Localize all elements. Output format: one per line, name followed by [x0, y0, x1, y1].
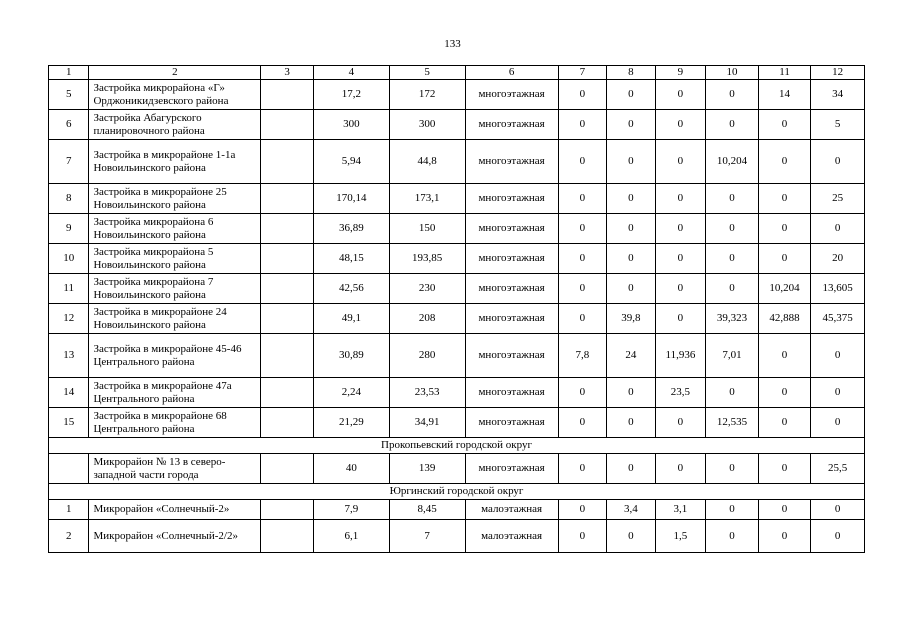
table-cell: 0 [655, 408, 706, 438]
table-cell: многоэтажная [465, 408, 558, 438]
project-name-cell: Застройка в микрорайоне 45-46 Центрального района [89, 334, 261, 378]
table-cell [261, 110, 314, 140]
table-cell: 0 [706, 274, 759, 304]
table-cell: 208 [389, 304, 465, 334]
table-cell: 300 [389, 110, 465, 140]
table-cell: 0 [706, 80, 759, 110]
project-name-cell: Застройка Абагурского планировочного района [89, 110, 261, 140]
table-cell: 0 [558, 274, 607, 304]
table-cell: 0 [811, 500, 865, 520]
header-cell: 4 [313, 66, 389, 80]
table-cell: 10,204 [706, 140, 759, 184]
table-cell: 0 [706, 520, 759, 553]
table-cell: малоэтажная [465, 520, 558, 553]
table-cell: 0 [655, 304, 706, 334]
header-row [49, 66, 865, 80]
table-cell: 0 [758, 334, 811, 378]
section-row [49, 484, 865, 500]
table-cell [261, 244, 314, 274]
table-cell: 42,888 [758, 304, 811, 334]
table-cell: 11,936 [655, 334, 706, 378]
table-cell: 24 [607, 334, 656, 378]
table-cell: 0 [655, 244, 706, 274]
table-cell: 0 [558, 304, 607, 334]
table-cell: 49,1 [313, 304, 389, 334]
table-cell: 2 [49, 520, 89, 553]
table-cell: 7 [49, 140, 89, 184]
table-cell: 0 [811, 214, 865, 244]
table-cell: 0 [607, 520, 656, 553]
table-cell: 39,323 [706, 304, 759, 334]
table-cell: 0 [558, 110, 607, 140]
table-row [49, 214, 865, 244]
header-cell: 1 [49, 66, 89, 80]
table-cell: многоэтажная [465, 184, 558, 214]
project-name-cell: Застройка в микрорайоне 1-1а Новоильинского района [89, 140, 261, 184]
table-cell: 0 [607, 408, 656, 438]
table-cell: многоэтажная [465, 378, 558, 408]
table-cell [261, 304, 314, 334]
table-cell: многоэтажная [465, 304, 558, 334]
table-row [49, 184, 865, 214]
table-cell: 0 [811, 334, 865, 378]
table-cell: 44,8 [389, 140, 465, 184]
header-cell: 8 [607, 66, 656, 80]
table-cell: 0 [811, 140, 865, 184]
project-name-cell: Микрорайон № 13 в северо-западной части города [89, 454, 261, 484]
project-name-cell: Застройка в микрорайоне 24 Новоильинского района [89, 304, 261, 334]
table-row [49, 378, 865, 408]
table-cell [261, 274, 314, 304]
table-cell: 8,45 [389, 500, 465, 520]
table-cell: 25 [811, 184, 865, 214]
table-cell: 0 [758, 454, 811, 484]
project-name-cell: Застройка микрорайона «Г» Орджоникидзевского района [89, 80, 261, 110]
table-cell: 0 [607, 274, 656, 304]
table-cell: 0 [607, 184, 656, 214]
table-cell: 0 [811, 378, 865, 408]
table-cell [261, 214, 314, 244]
table-cell [261, 454, 314, 484]
table-cell: многоэтажная [465, 140, 558, 184]
table-cell: 0 [558, 244, 607, 274]
table-cell: 10 [49, 244, 89, 274]
table-cell: 23,53 [389, 378, 465, 408]
table-cell: 0 [655, 274, 706, 304]
table-cell: 0 [558, 140, 607, 184]
table-cell: 6,1 [313, 520, 389, 553]
table-cell: 23,5 [655, 378, 706, 408]
header-cell: 11 [758, 66, 811, 80]
section-title: Юргинский городской округ [49, 484, 865, 500]
table-cell: 9 [49, 214, 89, 244]
table-cell [261, 500, 314, 520]
table-cell: 0 [558, 184, 607, 214]
table-cell: 5 [811, 110, 865, 140]
table-cell: 0 [706, 378, 759, 408]
table-cell: 13 [49, 334, 89, 378]
table-cell: 21,29 [313, 408, 389, 438]
table-cell: 193,85 [389, 244, 465, 274]
table-cell: 14 [758, 80, 811, 110]
table-cell: 2,24 [313, 378, 389, 408]
table-cell: 17,2 [313, 80, 389, 110]
table-cell: 150 [389, 214, 465, 244]
table-cell: 11 [49, 274, 89, 304]
table-cell: 0 [706, 214, 759, 244]
page-number: 133 [444, 38, 461, 50]
table-cell: многоэтажная [465, 214, 558, 244]
table-cell: 0 [607, 80, 656, 110]
table-cell: 0 [758, 184, 811, 214]
table-row [49, 110, 865, 140]
header-cell: 12 [811, 66, 865, 80]
header-cell: 2 [89, 66, 261, 80]
table-cell: 170,14 [313, 184, 389, 214]
table-row [49, 244, 865, 274]
table-cell: 0 [706, 110, 759, 140]
table-row [49, 304, 865, 334]
table-cell: многоэтажная [465, 334, 558, 378]
table-cell: 7,01 [706, 334, 759, 378]
table-cell: 0 [607, 214, 656, 244]
table-cell [261, 378, 314, 408]
table-cell: 42,56 [313, 274, 389, 304]
table-cell: 34,91 [389, 408, 465, 438]
project-name-cell: Застройка микрорайона 7 Новоильинского района [89, 274, 261, 304]
table-cell: 3,1 [655, 500, 706, 520]
table-cell: 1 [49, 500, 89, 520]
table-cell: 0 [758, 520, 811, 553]
table-cell: 6 [49, 110, 89, 140]
table-cell: 20 [811, 244, 865, 274]
table-cell: многоэтажная [465, 274, 558, 304]
header-cell: 10 [706, 66, 759, 80]
table-cell: 0 [607, 140, 656, 184]
table-cell: 34 [811, 80, 865, 110]
table-cell: 300 [313, 110, 389, 140]
table-row [49, 454, 865, 484]
project-name-cell: Застройка в микрорайоне 68 Центрального района [89, 408, 261, 438]
table-cell: 25,5 [811, 454, 865, 484]
table-cell: 0 [706, 184, 759, 214]
table-cell: многоэтажная [465, 110, 558, 140]
table-cell: 5 [49, 80, 89, 110]
table-cell: 40 [313, 454, 389, 484]
project-name-cell: Застройка в микрорайоне 47а Центрального района [89, 378, 261, 408]
section-row [49, 438, 865, 454]
table-cell: 139 [389, 454, 465, 484]
table-cell: 0 [558, 80, 607, 110]
table-cell: 0 [811, 520, 865, 553]
table-cell [261, 184, 314, 214]
table-row [49, 408, 865, 438]
table-cell [261, 334, 314, 378]
table-cell: 8 [49, 184, 89, 214]
table-cell: 0 [758, 110, 811, 140]
table-cell [261, 408, 314, 438]
table-cell: 172 [389, 80, 465, 110]
housing-table [48, 65, 865, 553]
section-title: Прокопьевский городской округ [49, 438, 865, 454]
table-cell: 7 [389, 520, 465, 553]
table-cell: малоэтажная [465, 500, 558, 520]
table-cell: 0 [758, 140, 811, 184]
table-row [49, 80, 865, 110]
header-cell: 5 [389, 66, 465, 80]
table-cell: 0 [706, 454, 759, 484]
table-cell: 39,8 [607, 304, 656, 334]
table-row [49, 334, 865, 378]
table-cell: 0 [706, 244, 759, 274]
table-cell: 12,535 [706, 408, 759, 438]
table-cell: 36,89 [313, 214, 389, 244]
table-cell: 3,4 [607, 500, 656, 520]
table-cell: 14 [49, 378, 89, 408]
header-cell: 3 [261, 66, 314, 80]
project-name-cell: Застройка микрорайона 5 Новоильинского района [89, 244, 261, 274]
table-cell: 0 [558, 520, 607, 553]
table-row [49, 140, 865, 184]
header-cell: 9 [655, 66, 706, 80]
table-cell: 0 [706, 500, 759, 520]
table-cell: 0 [558, 500, 607, 520]
table-cell [261, 520, 314, 553]
table-cell: 0 [607, 454, 656, 484]
table-cell: 0 [758, 214, 811, 244]
table-cell: 0 [655, 110, 706, 140]
table-cell: 0 [811, 408, 865, 438]
table-cell: 30,89 [313, 334, 389, 378]
table-cell: 0 [558, 214, 607, 244]
table-cell: 12 [49, 304, 89, 334]
table-cell: 0 [655, 184, 706, 214]
table-cell: 7,9 [313, 500, 389, 520]
table-cell: 13,605 [811, 274, 865, 304]
table-cell [49, 454, 89, 484]
table-cell: 10,204 [758, 274, 811, 304]
table-cell: 7,8 [558, 334, 607, 378]
table-row [49, 274, 865, 304]
project-name-cell: Микрорайон «Солнечный-2/2» [89, 520, 261, 553]
table-cell: многоэтажная [465, 244, 558, 274]
table-cell: 0 [758, 408, 811, 438]
table-cell: 0 [758, 244, 811, 274]
table-cell: 0 [558, 378, 607, 408]
project-name-cell: Застройка микрорайона 6 Новоильинского района [89, 214, 261, 244]
project-name-cell: Микрорайон «Солнечный-2» [89, 500, 261, 520]
table-cell: 280 [389, 334, 465, 378]
table-cell: многоэтажная [465, 454, 558, 484]
table-cell: 0 [607, 110, 656, 140]
header-cell: 6 [465, 66, 558, 80]
table-row [49, 500, 865, 520]
table-cell [261, 140, 314, 184]
table-cell [261, 80, 314, 110]
table-cell: 0 [758, 378, 811, 408]
table-cell: 0 [607, 244, 656, 274]
project-name-cell: Застройка в микрорайоне 25 Новоильинского района [89, 184, 261, 214]
table-cell: 173,1 [389, 184, 465, 214]
table-cell: 5,94 [313, 140, 389, 184]
table-cell: 45,375 [811, 304, 865, 334]
table-cell: 1,5 [655, 520, 706, 553]
table-cell: 0 [655, 214, 706, 244]
table-cell: 230 [389, 274, 465, 304]
table-cell: 0 [558, 454, 607, 484]
table-row [49, 520, 865, 553]
table-cell: 15 [49, 408, 89, 438]
table-cell: 0 [655, 80, 706, 110]
table-cell: 0 [758, 500, 811, 520]
header-cell: 7 [558, 66, 607, 80]
table-cell: 0 [607, 378, 656, 408]
table-cell: 48,15 [313, 244, 389, 274]
table-cell: многоэтажная [465, 80, 558, 110]
table-cell: 0 [655, 454, 706, 484]
table-cell: 0 [655, 140, 706, 184]
table-cell: 0 [558, 408, 607, 438]
